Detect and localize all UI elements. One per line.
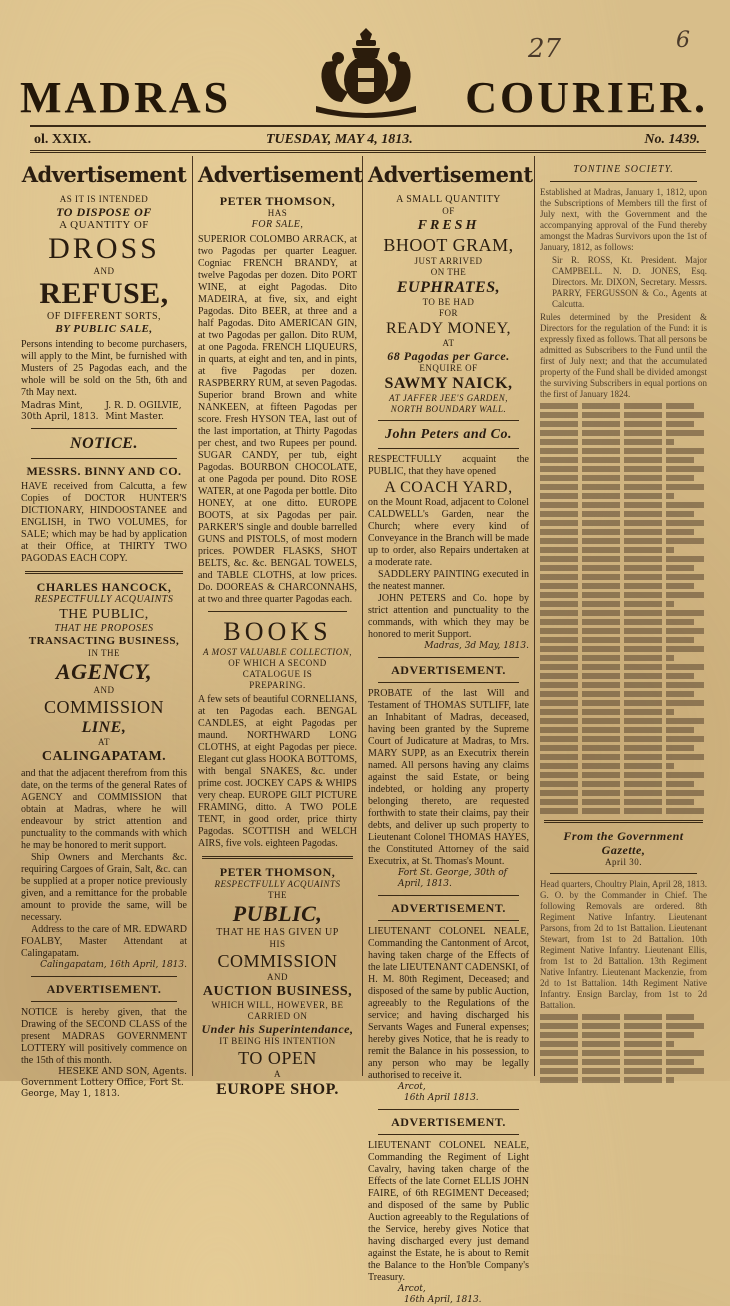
- faded-text: [540, 502, 707, 508]
- books-title: BOOKS: [223, 617, 332, 646]
- gram-line: AT JAFFER JEE'S GARDEN,: [389, 393, 508, 403]
- coachyard-intro: RESPECTFULLY acquaint the PUBLIC, that they have opened: [368, 454, 529, 477]
- tontine-rules: Rules determined by the President & Directors for the regulation of the Fund: it is expressly fixed as follows. That all persons be admitted as Subscribers to the Fund until the first of July next; and that the accumulated property of the Fund shall be divided amongst the surviving Subscribers in equal portions on the first of January 1824.: [540, 312, 707, 399]
- faded-text: [540, 448, 707, 454]
- hancock-line-word: LINE,: [81, 719, 127, 736]
- divider: [31, 458, 177, 459]
- dross-line: AND: [93, 266, 115, 276]
- faded-text: [540, 637, 694, 643]
- thomson2-line: THAT HE HAS GIVEN UP: [216, 927, 339, 938]
- faded-text: [540, 1050, 707, 1056]
- thomson-line: FOR SALE,: [251, 219, 304, 230]
- dross-line: TO DISPOSE OF: [56, 205, 152, 219]
- columns: [16, 156, 712, 1305]
- faded-text: [540, 799, 694, 805]
- neale-sig-date: 16th April 1813.: [404, 1093, 479, 1103]
- gram-line: ON THE: [430, 267, 467, 277]
- neale-sig-place: Arcot,: [398, 1082, 426, 1092]
- royal-crest-icon: [296, 22, 436, 122]
- masthead-right-word: COURIER.: [465, 73, 708, 122]
- gram-line: AT: [442, 338, 455, 348]
- thomson2-auction: AUCTION BUSINESS,: [202, 984, 353, 999]
- gram-money: READY MONEY,: [385, 320, 512, 337]
- gazette-body: Head quarters, Choultry Plain, April 28, 1813. G. O. by the Commander in Chief. The following Removals are ordered. 8th Regiment Native Infantry. Lieutenant Parsons, from 2d to 1st Battalion. Lieutenant Stewart, from 1st to 2d Battalion. 10th Regiment Native Infantry. Lieutenant Ellis, from 1st to 2d Battalion. 13th Regiment Native Infantry. Lieutenant Mackenzie, from 2d to 1st Battalion. 14th Regiment Native Infantry. Ensign Barclay, from 1st to 2d Battalion.: [540, 879, 707, 1010]
- hancock-agency: AGENCY,: [55, 659, 153, 684]
- gram-agent: SAWMY NAICK,: [384, 375, 513, 392]
- thomson2-line: THE: [268, 890, 287, 900]
- faded-text: [540, 754, 707, 760]
- column-2: [193, 156, 363, 1098]
- adv-title: ADVERTISEMENT.: [391, 901, 506, 915]
- thomson2-line: PETER THOMSON,: [219, 865, 336, 879]
- faded-text: [540, 1032, 694, 1038]
- hancock-body: and that the adjacent therefrom from this date, on the terms of the general Rates of AGENCY and COMMISSION that obtain at Madras, where he will endeavour by strict attention and punctuality to the commands with which he may be honored to merit support.: [21, 768, 187, 851]
- hancock-line: AND: [93, 685, 115, 695]
- hancock-body: Ship Owners and Merchants &c. requiring Cargoes of Grain, Salt, &c. can be supplied at a proper notice previously given, and a remittance for the probable amount to provide the same, will be necessary.: [21, 852, 187, 923]
- lottery-body: NOTICE is hereby given, that the Drawing of the SECOND CLASS of the present MADRAS GOVERNMENT LOTTERY will positively commence on the 15th of this month.: [21, 1007, 187, 1066]
- thomson2-line: Under his Superintendance,: [201, 1022, 354, 1036]
- coachyard-body: JOHN PETERS and Co. hope by strict attention and punctuality to the commands, with which they may be honored to merit Support.: [368, 593, 529, 640]
- thomson2-line: IT BEING HIS INTENTION: [219, 1036, 336, 1046]
- tontine-intro: Established at Madras, January 1, 1812, upon the Subscriptions of Members till the first of July next, with the Government and the accompanying approval of the Fund thereby amongst the Madras Survivors upon the 1st of January, 1812, as follows:: [540, 187, 707, 252]
- faded-text: [540, 574, 707, 580]
- faded-text: [540, 466, 707, 472]
- faded-text: [540, 583, 694, 589]
- dross-line: A QUANTITY OF: [59, 219, 149, 231]
- faded-text: [540, 556, 707, 562]
- hancock-line: IN THE: [87, 648, 121, 658]
- hancock-place: CALINGAPATAM.: [41, 749, 167, 764]
- books-line: PREPARING.: [249, 680, 306, 690]
- dross-sig-left: Madras Mint, 30th April, 1813.: [21, 401, 99, 422]
- lottery-sig-role: Agents.: [152, 1067, 187, 1077]
- gazette-title: From the Government Gazette,: [563, 829, 684, 857]
- probate-body: PROBATE of the last Will and Testament of THOMAS SUTLIFF, late an Inhabitant of Madras, deceased, having been granted by the Supreme Court of Judicature at Madras, to Mrs. MARY SUPP, as an Executrix therein named. All persons having any claims against the said Estate, or being indebted, or holding any property belonging thereto, are requested forthwith to state their claims, pay their debts, and deliver up such property to Lieutenant Colonel THOMAS HAYES, the Constituted Attorney of the said Executrix, at St. Thomas's Mount.: [368, 688, 529, 867]
- gram-price: 68 Pagodas per Garce.: [387, 349, 510, 363]
- thomson2-line: A: [274, 1069, 281, 1079]
- thomson2-line: AND: [267, 972, 288, 982]
- divider: [378, 1109, 519, 1110]
- faded-text: [540, 781, 694, 787]
- thomson2-line: HIS: [269, 939, 286, 949]
- hancock-commission: COMMISSION: [43, 697, 165, 717]
- faded-text: [540, 475, 694, 481]
- hancock-line: TRANSACTING BUSINESS,: [28, 635, 180, 647]
- gram-line: NORTH BOUNDARY WALL.: [390, 404, 507, 414]
- tontine-officers: Sir R. ROSS, Kt. President. Major CAMPBELL. N. D. JONES, Esq. Directors. Mr. DIXON, Secretary. Messrs. PARRY, FERGUSSON & Co., Agents at Calcutta.: [552, 255, 707, 309]
- faded-text: [540, 421, 694, 427]
- faded-text: [540, 601, 674, 607]
- hancock-line: RESPECTFULLY ACQUAINTS: [34, 594, 174, 605]
- adv-title: ADVERTISEMENT.: [391, 663, 506, 677]
- refuse-heading: REFUSE,: [39, 277, 169, 310]
- faded-text: [540, 664, 707, 670]
- gram-line: JUST ARRIVED: [414, 256, 483, 266]
- dross-line: BY PUBLIC SALE,: [55, 323, 153, 335]
- gram-line: ENQUIRE OF: [419, 363, 478, 373]
- faded-text: [540, 538, 707, 544]
- divider: [378, 920, 519, 921]
- faded-text: [540, 1068, 707, 1074]
- faded-text: [540, 493, 674, 499]
- lottery-sig: [21, 1067, 187, 1078]
- faded-text: [540, 457, 694, 463]
- divider: [550, 181, 697, 182]
- faded-text: [540, 682, 707, 688]
- dross-heading: DROSS: [48, 232, 160, 265]
- books-line: A MOST VALUABLE COLLECTION,: [202, 647, 353, 657]
- hancock-signature: Calingapatam, 16th April, 1813.: [40, 960, 187, 970]
- faded-text: [540, 1077, 674, 1083]
- gram-line: OF: [442, 206, 455, 216]
- column-header: Advertisement: [21, 162, 187, 187]
- divider: [31, 428, 177, 429]
- handwritten-mark: 6: [676, 28, 690, 53]
- faded-text: [540, 808, 707, 814]
- books-line: OF WHICH A SECOND CATALOGUE IS: [228, 658, 327, 679]
- masthead: [14, 22, 716, 122]
- coachyard-title: John Peters and Co.: [385, 427, 512, 442]
- faire-sig-date: 16th April, 1813.: [404, 1295, 482, 1305]
- coachyard-heading: A COACH YARD,: [384, 479, 513, 496]
- faded-text: [540, 412, 707, 418]
- dross-body: Persons intending to become purchasers, will apply to the Mint, be furnished with Musters of 25 Pagodas each, and the whole will be sold on the 5th, 6th and 7th May next.: [21, 339, 187, 398]
- lottery-office: Government Lottery Office, Fort St. George, May 1, 1813.: [21, 1078, 184, 1099]
- thomson2-commission: COMMISSION: [217, 951, 338, 971]
- thomson2-open: TO OPEN: [238, 1048, 317, 1068]
- hancock-line: THE PUBLIC,: [59, 607, 149, 622]
- divider: [550, 873, 697, 874]
- dross-signature: [21, 401, 187, 423]
- thomson2-shop: EUROPE SHOP.: [216, 1081, 339, 1098]
- faded-text: [540, 691, 694, 697]
- gram-ship: EUPHRATES,: [396, 279, 501, 296]
- hancock-body: Address to the care of MR. EDWARD FOALBY, Master Attendant at Calingapatam.: [21, 924, 187, 959]
- faire-sig-place: Arcot,: [398, 1284, 426, 1294]
- divider: [31, 976, 177, 977]
- divider: [544, 820, 703, 823]
- divider: [378, 1134, 519, 1135]
- faded-text: [540, 1059, 694, 1065]
- faded-text: [540, 673, 694, 679]
- hancock-line: AT: [98, 737, 110, 747]
- adv-title: ADVERTISEMENT.: [46, 982, 162, 996]
- faded-text: [540, 565, 694, 571]
- probate-sig: Fort St. George, 30th of April, 1813.: [398, 868, 507, 889]
- handwritten-note: 27: [528, 34, 562, 64]
- dateline: [30, 125, 706, 153]
- faded-text: [540, 529, 694, 535]
- divider: [25, 571, 183, 574]
- faded-text: [540, 700, 707, 706]
- faded-text: [540, 745, 694, 751]
- thomson2-public: PUBLIC,: [232, 901, 323, 926]
- faded-text: [540, 655, 674, 661]
- faded-text: [540, 439, 674, 445]
- faded-text: [540, 709, 674, 715]
- tontine-title: TONTINE SOCIETY.: [573, 164, 674, 175]
- dross-line: AS IT IS INTENDED: [59, 194, 149, 204]
- faded-text: [540, 1041, 674, 1047]
- gram-line: A SMALL QUANTITY: [396, 194, 501, 205]
- faded-text: [540, 646, 707, 652]
- column-header: Advertisement: [368, 162, 533, 187]
- faded-text: [540, 547, 674, 553]
- faded-text: [540, 736, 707, 742]
- divider: [378, 682, 519, 683]
- divider: [378, 657, 519, 658]
- divider: [31, 1001, 177, 1002]
- faded-text: [540, 610, 707, 616]
- dross-sig-right: J. R. D. OGILVIE, Mint Master.: [105, 401, 182, 422]
- faded-text: [540, 790, 707, 796]
- faded-text: [540, 403, 694, 409]
- faded-text: [540, 430, 707, 436]
- adv-title: ADVERTISEMENT.: [391, 1115, 506, 1129]
- neale-body: LIEUTENANT COLONEL NEALE, Commanding the Cantonment of Arcot, having taken charge of the Effects of the late LIEUTENANT CADENSKI, of H. M. 80th Regiment, Deceased; and disposed of the same by public Auction, agreeably to the Regulations of the service; and having discharged his Servants Wages and Funeral expenses; hereby gives Notice, that he is ready to remit the Balance in his possession, to any person who may be legally authorised to receive it.: [368, 926, 529, 1081]
- faded-text: [540, 484, 707, 490]
- faded-text: [540, 619, 694, 625]
- thomson2-line: RESPECTFULLY ACQUAINTS: [214, 879, 341, 889]
- hancock-line: THAT HE PROPOSES: [54, 623, 154, 634]
- faded-text: [540, 592, 707, 598]
- column-header: Advertisement: [198, 162, 363, 187]
- divider: [208, 611, 347, 612]
- faded-text: [540, 511, 694, 517]
- hancock-line: CHARLES HANCOCK,: [36, 580, 172, 594]
- faded-text: [540, 763, 674, 769]
- divider: [378, 895, 519, 896]
- dross-line: OF DIFFERENT SORTS,: [46, 311, 162, 322]
- coachyard-body: on the Mount Road, adjacent to Colonel CALDWELL's Garden, near the Church; where every kind of Conveyance in the Branch will be made up to order, also Repairs undertaken at a moderate rate.: [368, 497, 529, 568]
- notice-body: HAVE received from Calcutta, a few Copies of DOCTOR HUNTER'S DICTIONARY, HINDOOSTANEE and ENGLISH, in TWO VOLUMES, for SALE; which may be had by application at their Office, at THIRTY TWO PAGODAS EACH COPY.: [21, 481, 187, 564]
- faire-body: LIEUTENANT COLONEL NEALE, Commanding the Regiment of Light Cavalry, having taken charge of the Effects of the late Cornet ELLIS JOHN FAIRE, of 6th REGIMENT Deceased; and disposed of the same by Public Auction agreeably to the Regulations of the Service, hereby gives Notice that having discharged every just demand against the Estate, he is about to Remit the Balance to the Hon'ble Company's Treasury.: [368, 1140, 529, 1283]
- thomson-line: PETER THOMSON,: [219, 194, 336, 208]
- thomson2-line: CARRIED ON: [247, 1011, 308, 1021]
- thomson-body: SUPERIOR COLOMBO ARRACK, at two Pagodas per quarter Leaguer. Cogniac FRENCH BRANDY, at twelve Pagodas per dozen. Dito PORT WINE, at eight Pagodas. Dito MADEIRA, at five, six, and eight Pagodas. Dito BEER, at three and a half Pagodas. Dito AMERICAN GIN, at two Pagodas per gallon. Dito RUM, at one Pagoda. FRENCH LIQUEURS, in quarts, at eight and ten, and in pints, at five Pagodas per dozen. RASPBERRY RUM, at seven Pagodas. Superior brand Brown and white NANKEEN, at fifteen Pagodas per score. Fresh HYSON TEA, last out of the last importation, at Thirty Pagodas per chest, and two Rupees per pound. SUGAR CANDY, per tub, eight Pagodas. BOURBON CHOCOLATE, at one Pagoda per pound. Dito ROSE WATER, at one Pagoda per bottle. Dito HONEY, at one ditto. EUROPE BOOTS, at six Pagodas per pair. PARKER'S single and double barrelled GUNS and PISTOLS, of most modern prices. POWDER FLASKS, SHOT BELTS, &c. &c. BENGAL TOWELS, and TABLE CLOTHS, at low prices. Do. DOOREAS & CHARCONNAHS, at two and three quarter Pagodas each.: [198, 234, 357, 605]
- masthead-left-word: MADRAS: [20, 73, 232, 122]
- notice-firm: MESSRS. BINNY AND CO.: [26, 464, 182, 478]
- gram-line: FRESH: [417, 218, 480, 233]
- faded-text: [540, 727, 694, 733]
- gram-line: FOR: [438, 308, 458, 318]
- volume-label: ol. XXIX.: [34, 132, 92, 147]
- books-body: A few sets of beautiful CORNELIANS, at ten Pagodas each. BENGAL CANDLES, at eight Pagodas per maund. NORTHWARD LONG CLOTHS, at eight Pagodas per piece. Elegant cut glass HOOKA BOTTOMS, with bengal SNAKES, &c. under prime cost. JOCKEY CAPS & WHIPS very cheap. EUROPE GILT PICTURE FRAMING, ditto. A TWO POLE TENT, in good order, price thirty Pagodas. SCOTTISH and WELCH AIRS, five vols. eighteen Pagodas.: [198, 694, 357, 849]
- faded-text: [540, 718, 707, 724]
- issue-date: TUESDAY, MAY 4, 1813.: [266, 132, 413, 147]
- faded-text: [540, 628, 707, 634]
- divider: [378, 420, 519, 421]
- notice-title: NOTICE.: [70, 435, 138, 452]
- faded-text: [540, 520, 707, 526]
- faded-text: [540, 772, 707, 778]
- coachyard-body: SADDLERY PAINTING executed in the neatest manner.: [368, 569, 529, 592]
- faded-text: [540, 1023, 707, 1029]
- gram-line: TO BE HAD: [422, 297, 475, 307]
- coachyard-sig: Madras, 3d May, 1813.: [424, 641, 529, 651]
- thomson-line: HAS: [267, 208, 288, 218]
- faded-text: [540, 1014, 694, 1020]
- divider: [202, 856, 353, 859]
- column-3: [363, 156, 535, 1305]
- divider: [378, 448, 519, 449]
- issue-number: No. 1439.: [644, 132, 700, 147]
- gazette-date: April 30.: [605, 857, 642, 867]
- lottery-sig-agent: HESEKE AND SON,: [58, 1067, 150, 1077]
- column-4: [535, 156, 712, 1076]
- thomson2-line: WHICH WILL, HOWEVER, BE: [211, 1000, 344, 1010]
- gram-heading: BHOOT GRAM,: [383, 235, 514, 255]
- column-1: [16, 156, 193, 1099]
